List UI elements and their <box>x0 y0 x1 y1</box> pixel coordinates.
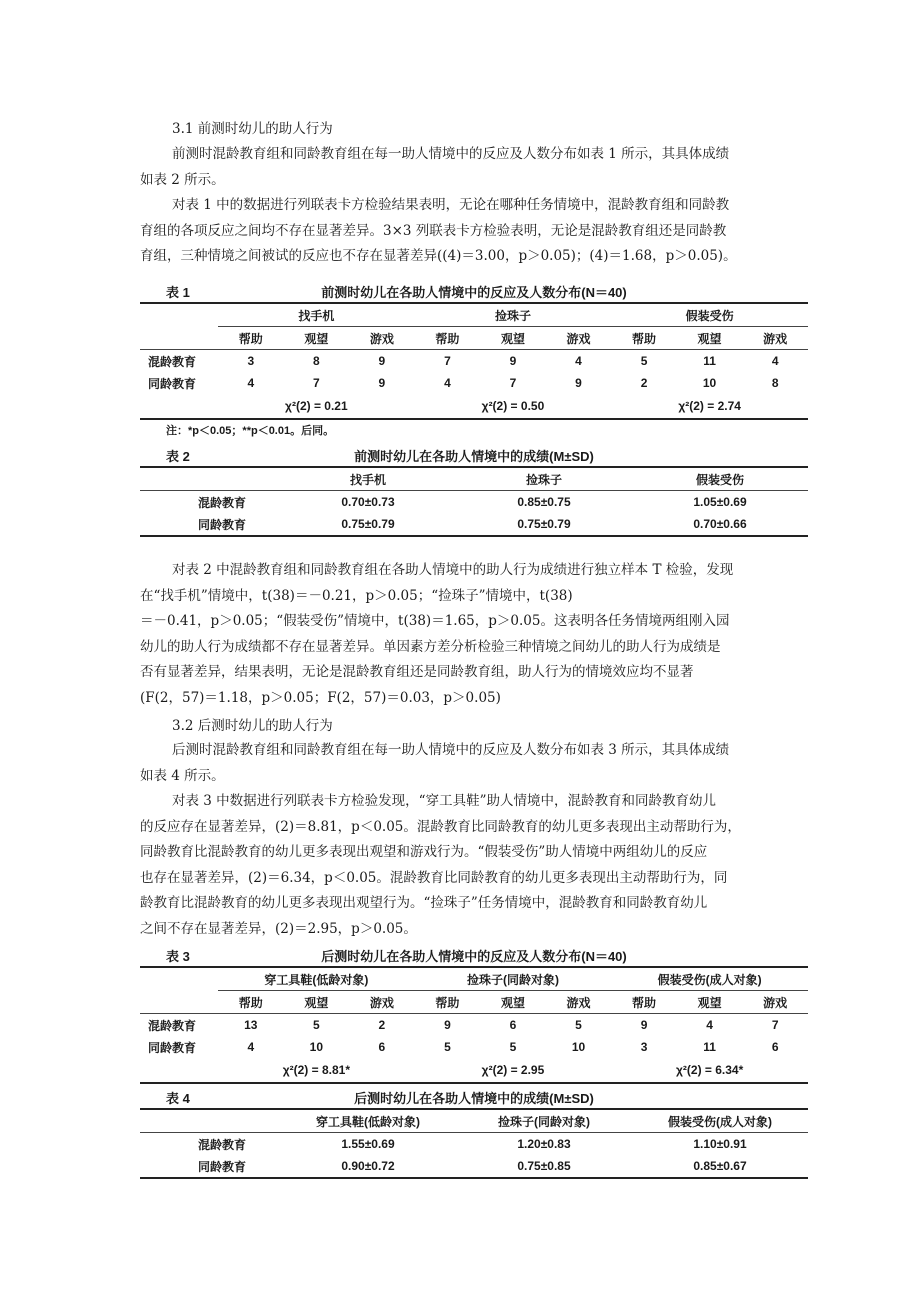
table-row <box>140 491 808 514</box>
column-header: 观望 <box>677 327 743 350</box>
table-cell: 5 <box>444 1040 451 1054</box>
row-label: 同龄教育 <box>148 1040 197 1055</box>
table-cell: 0.75±0.79 <box>280 513 456 536</box>
group-header: 假装受伤(成人对象) <box>611 968 808 991</box>
table-cell: 7 <box>771 1018 779 1032</box>
text-line: 龄教育比混龄教育的幼儿更多表现出观望行为。“捡珠子”任务情境中，混龄教育和同龄教育幼儿 <box>140 895 708 911</box>
column-header: 观望 <box>480 327 546 350</box>
table-cell: 4 <box>771 354 779 368</box>
table-note: 注：*p＜0.05；**p＜0.01。后同。 <box>166 425 335 437</box>
table-cell: 1.55±0.69 <box>341 1137 395 1151</box>
table-cell: 6 <box>509 1018 517 1032</box>
table-cell: 0.85±0.67 <box>632 1155 808 1178</box>
table-cell: 5 <box>640 354 648 368</box>
table-grid <box>140 968 808 1084</box>
table-title: 前测时幼儿在各助人情境中的反应及人数分布(N＝40) <box>321 285 627 300</box>
table-cell: 1.05±0.69 <box>693 495 747 509</box>
table-cell: 9 <box>640 1018 648 1032</box>
table-chi-row <box>140 394 808 419</box>
table-cell: 0.85±0.75 <box>517 495 571 509</box>
text-line: 如表 4 所示。 <box>140 767 225 784</box>
row-label: 混龄教育 <box>148 1018 197 1033</box>
column-header: 观望 <box>480 991 546 1014</box>
table-cell: 7 <box>313 376 320 390</box>
row-label: 混龄教育 <box>148 354 197 369</box>
column-header: 帮助 <box>415 991 481 1014</box>
table-number: 表 4 <box>166 1091 190 1106</box>
table-cell: 4 <box>247 1040 255 1054</box>
text-line: 后测时混龄教育组和同龄教育组在每一助人情境中的反应及人数分布如表 3 所示，其具体成绩 <box>172 742 730 758</box>
row-label: 同龄教育 <box>148 376 197 391</box>
table-cell: 11 <box>703 354 716 368</box>
table-row <box>140 1155 808 1178</box>
table-cell: 3 <box>640 1040 648 1054</box>
chi-square-stat: χ²(2) = 0.21 <box>218 394 415 419</box>
paragraph-pretest-chi <box>140 193 776 270</box>
table-cell: 1.20±0.83 <box>517 1137 571 1151</box>
table-cell: 10 <box>571 1040 586 1054</box>
table-cell: 0.70±0.73 <box>341 495 395 509</box>
text-line: 也存在显著差异，(2)＝6.34，p＜0.05。混龄教育比同龄教育的幼儿更多表现出主动帮助行为，同 <box>140 869 728 886</box>
table-3 <box>140 944 808 1084</box>
table-row <box>140 1014 808 1037</box>
column-header: 观望 <box>677 991 743 1014</box>
table-cell: 9 <box>575 376 582 390</box>
group-header: 假装受伤 <box>611 304 808 327</box>
table-row <box>140 372 808 394</box>
group-header: 捡珠子(同龄对象) <box>415 968 612 991</box>
table-cell: 5 <box>509 1040 517 1054</box>
chi-square-stat: χ²(2) = 6.34* <box>611 1058 808 1083</box>
text-line: 之间不存在显著差异，(2)＝2.95，p＞0.05。 <box>140 920 417 937</box>
column-header: 游戏 <box>349 991 415 1014</box>
table-cell: 0.70±0.66 <box>632 513 808 536</box>
table-chi-row <box>140 1058 808 1083</box>
column-header: 帮助 <box>611 327 677 350</box>
table-cell: 4 <box>575 354 582 368</box>
column-header: 捡珠子 <box>456 468 632 491</box>
text-line: 对表 2 中混龄教育组和同龄教育组在各助人情境中的助人行为成绩进行独立样本 T 检验，发现 <box>172 562 734 578</box>
text-line: (F(2，57)＝1.18，p＞0.05；F(2，57)＝0.03，p＞0.05) <box>140 689 501 706</box>
column-header: 帮助 <box>611 991 677 1014</box>
table-cell: 9 <box>378 376 386 390</box>
chi-square-stat: χ²(2) = 0.50 <box>415 394 612 419</box>
table-cell: 5 <box>575 1018 582 1032</box>
paragraph-posttest-intro <box>140 738 776 789</box>
table-group-header <box>140 304 808 327</box>
table-sub-header <box>140 991 808 1014</box>
table-cell: 4 <box>706 1018 713 1032</box>
table-cell: 8 <box>313 354 320 368</box>
column-header: 观望 <box>284 327 350 350</box>
column-header: 找手机 <box>280 468 456 491</box>
table-row <box>140 1133 808 1156</box>
table-row <box>140 350 808 373</box>
column-header: 游戏 <box>349 327 415 350</box>
paragraph-t-test <box>140 558 776 711</box>
table-cell: 9 <box>509 354 517 368</box>
table-group-header <box>140 968 808 991</box>
table-cell: 7 <box>509 376 517 390</box>
table-cell: 2 <box>378 1018 386 1032</box>
table-header-row <box>140 1110 808 1133</box>
column-header: 假装受伤(成人对象) <box>632 1110 808 1133</box>
table-caption <box>140 1086 808 1110</box>
text-line: 的反应存在显著差异，(2)＝8.81，p＜0.05。混龄教育比同龄教育的幼儿更多表现出主动帮助行为， <box>140 818 741 835</box>
table-title: 后测时幼儿在各助人情境中的成绩(M±SD) <box>354 1091 594 1106</box>
table-title: 后测时幼儿在各助人情境中的反应及人数分布(N＝40) <box>321 949 627 964</box>
column-header: 游戏 <box>742 327 808 350</box>
table-cell: 6 <box>378 1040 386 1054</box>
column-header: 帮助 <box>218 327 284 350</box>
text-line: ＝－0.41，p＞0.05；“假装受伤”情境中，t(38)＝1.65，p＞0.05。这表明各任务情境两组刚入园 <box>140 613 730 629</box>
column-header: 观望 <box>284 991 350 1014</box>
table-cell: 10 <box>702 376 717 390</box>
table-caption <box>140 444 808 468</box>
table-title: 前测时幼儿在各助人情境中的成绩(M±SD) <box>354 449 594 464</box>
column-header: 捡珠子(同龄对象) <box>456 1110 632 1133</box>
table-cell: 11 <box>703 1040 716 1054</box>
column-header: 游戏 <box>546 327 612 350</box>
table-grid <box>140 1110 808 1179</box>
row-label: 同龄教育 <box>140 513 280 536</box>
table-cell: 6 <box>771 1040 779 1054</box>
table-grid <box>140 304 808 420</box>
table-number: 表 3 <box>166 949 190 964</box>
table-grid <box>140 468 808 537</box>
table-number: 表 1 <box>166 285 190 300</box>
section-heading-3-2: 3.2 后测时幼儿的助人行为 <box>172 718 333 734</box>
text-line: 对表 3 中数据进行列联表卡方检验发现，“穿工具鞋”助人情境中，混龄教育和同龄教育幼儿 <box>172 793 716 809</box>
column-header: 帮助 <box>218 991 284 1014</box>
table-4 <box>140 1086 808 1179</box>
column-header: 假装受伤 <box>632 468 808 491</box>
table-cell: 5 <box>313 1018 320 1032</box>
paragraph-posttest-chi <box>140 789 776 942</box>
table-cell: 10 <box>309 1040 324 1054</box>
group-header: 找手机 <box>218 304 415 327</box>
table-caption <box>140 944 808 968</box>
table-cell: 2 <box>640 376 648 390</box>
row-label: 同龄教育 <box>140 1155 280 1178</box>
chi-square-stat: χ²(2) = 2.74 <box>611 394 808 419</box>
table-1 <box>140 280 808 420</box>
column-header: 穿工具鞋(低龄对象) <box>280 1110 456 1133</box>
group-header: 捡珠子 <box>415 304 612 327</box>
table-row <box>140 1036 808 1058</box>
text-line: 如表 2 所示。 <box>140 171 225 188</box>
text-line: 否有显著差异，结果表明，无论是混龄教育组还是同龄教育组，助人行为的情境效应均不显著 <box>140 664 694 680</box>
table-cell: 1.10±0.91 <box>693 1137 747 1151</box>
row-label: 混龄教育 <box>198 1137 247 1152</box>
table-cell: 0.75±0.79 <box>456 513 632 536</box>
column-header: 帮助 <box>415 327 481 350</box>
text-line: 育组的各项反应之间均不存在显著差异。3×3 列联表卡方检验表明，无论是混龄教育组还是同龄教 <box>140 222 727 239</box>
table-cell: 4 <box>247 376 255 390</box>
text-line: 同龄教育比混龄教育的幼儿更多表现出观望和游戏行为。“假装受伤”助人情境中两组幼儿的反应 <box>140 844 708 860</box>
table-sub-header <box>140 327 808 350</box>
text-line: 在“找手机”情境中，t(38)＝－0.21，p＞0.05；“捡珠子”情境中，t(38) <box>140 587 573 604</box>
table-cell: 0.75±0.85 <box>456 1155 632 1178</box>
text-line: 前测时混龄教育组和同龄教育组在每一助人情境中的反应及人数分布如表 1 所示，其具体成绩 <box>172 146 730 162</box>
table-cell: 0.90±0.72 <box>280 1155 456 1178</box>
paragraph-pretest-intro <box>140 142 776 193</box>
column-header: 游戏 <box>742 991 808 1014</box>
column-header: 游戏 <box>546 991 612 1014</box>
table-cell: 8 <box>771 376 779 390</box>
table-number: 表 2 <box>166 449 190 464</box>
text-line: 对表 1 中的数据进行列联表卡方检验结果表明，无论在哪种任务情境中，混龄教育组和同龄教 <box>172 197 730 213</box>
text-line: 育组，三种情境之间被试的反应也不存在显著差异((4)＝3.00，p＞0.05)；(4)＝1.68，p＞0.05)。 <box>140 248 737 264</box>
row-label: 混龄教育 <box>198 495 247 510</box>
group-header: 穿工具鞋(低龄对象) <box>218 968 415 991</box>
table-cell: 9 <box>444 1018 451 1032</box>
table-cell: 3 <box>247 354 255 368</box>
table-cell: 4 <box>444 376 451 390</box>
table-cell: 7 <box>444 354 451 368</box>
table-cell: 9 <box>378 354 386 368</box>
table-cell: 13 <box>244 1018 258 1032</box>
table-2 <box>140 444 808 537</box>
table-header-row <box>140 468 808 491</box>
chi-square-stat: χ²(2) = 8.81* <box>218 1058 415 1083</box>
text-line: 幼儿的助人行为成绩都不存在显著差异。单因素方差分析检验三种情境之间幼儿的助人行为成绩是 <box>140 638 721 655</box>
table-caption <box>140 280 808 304</box>
chi-square-stat: χ²(2) = 2.95 <box>415 1058 612 1083</box>
section-heading-3-1: 3.1 前测时幼儿的助人行为 <box>172 121 333 137</box>
table-row <box>140 513 808 536</box>
